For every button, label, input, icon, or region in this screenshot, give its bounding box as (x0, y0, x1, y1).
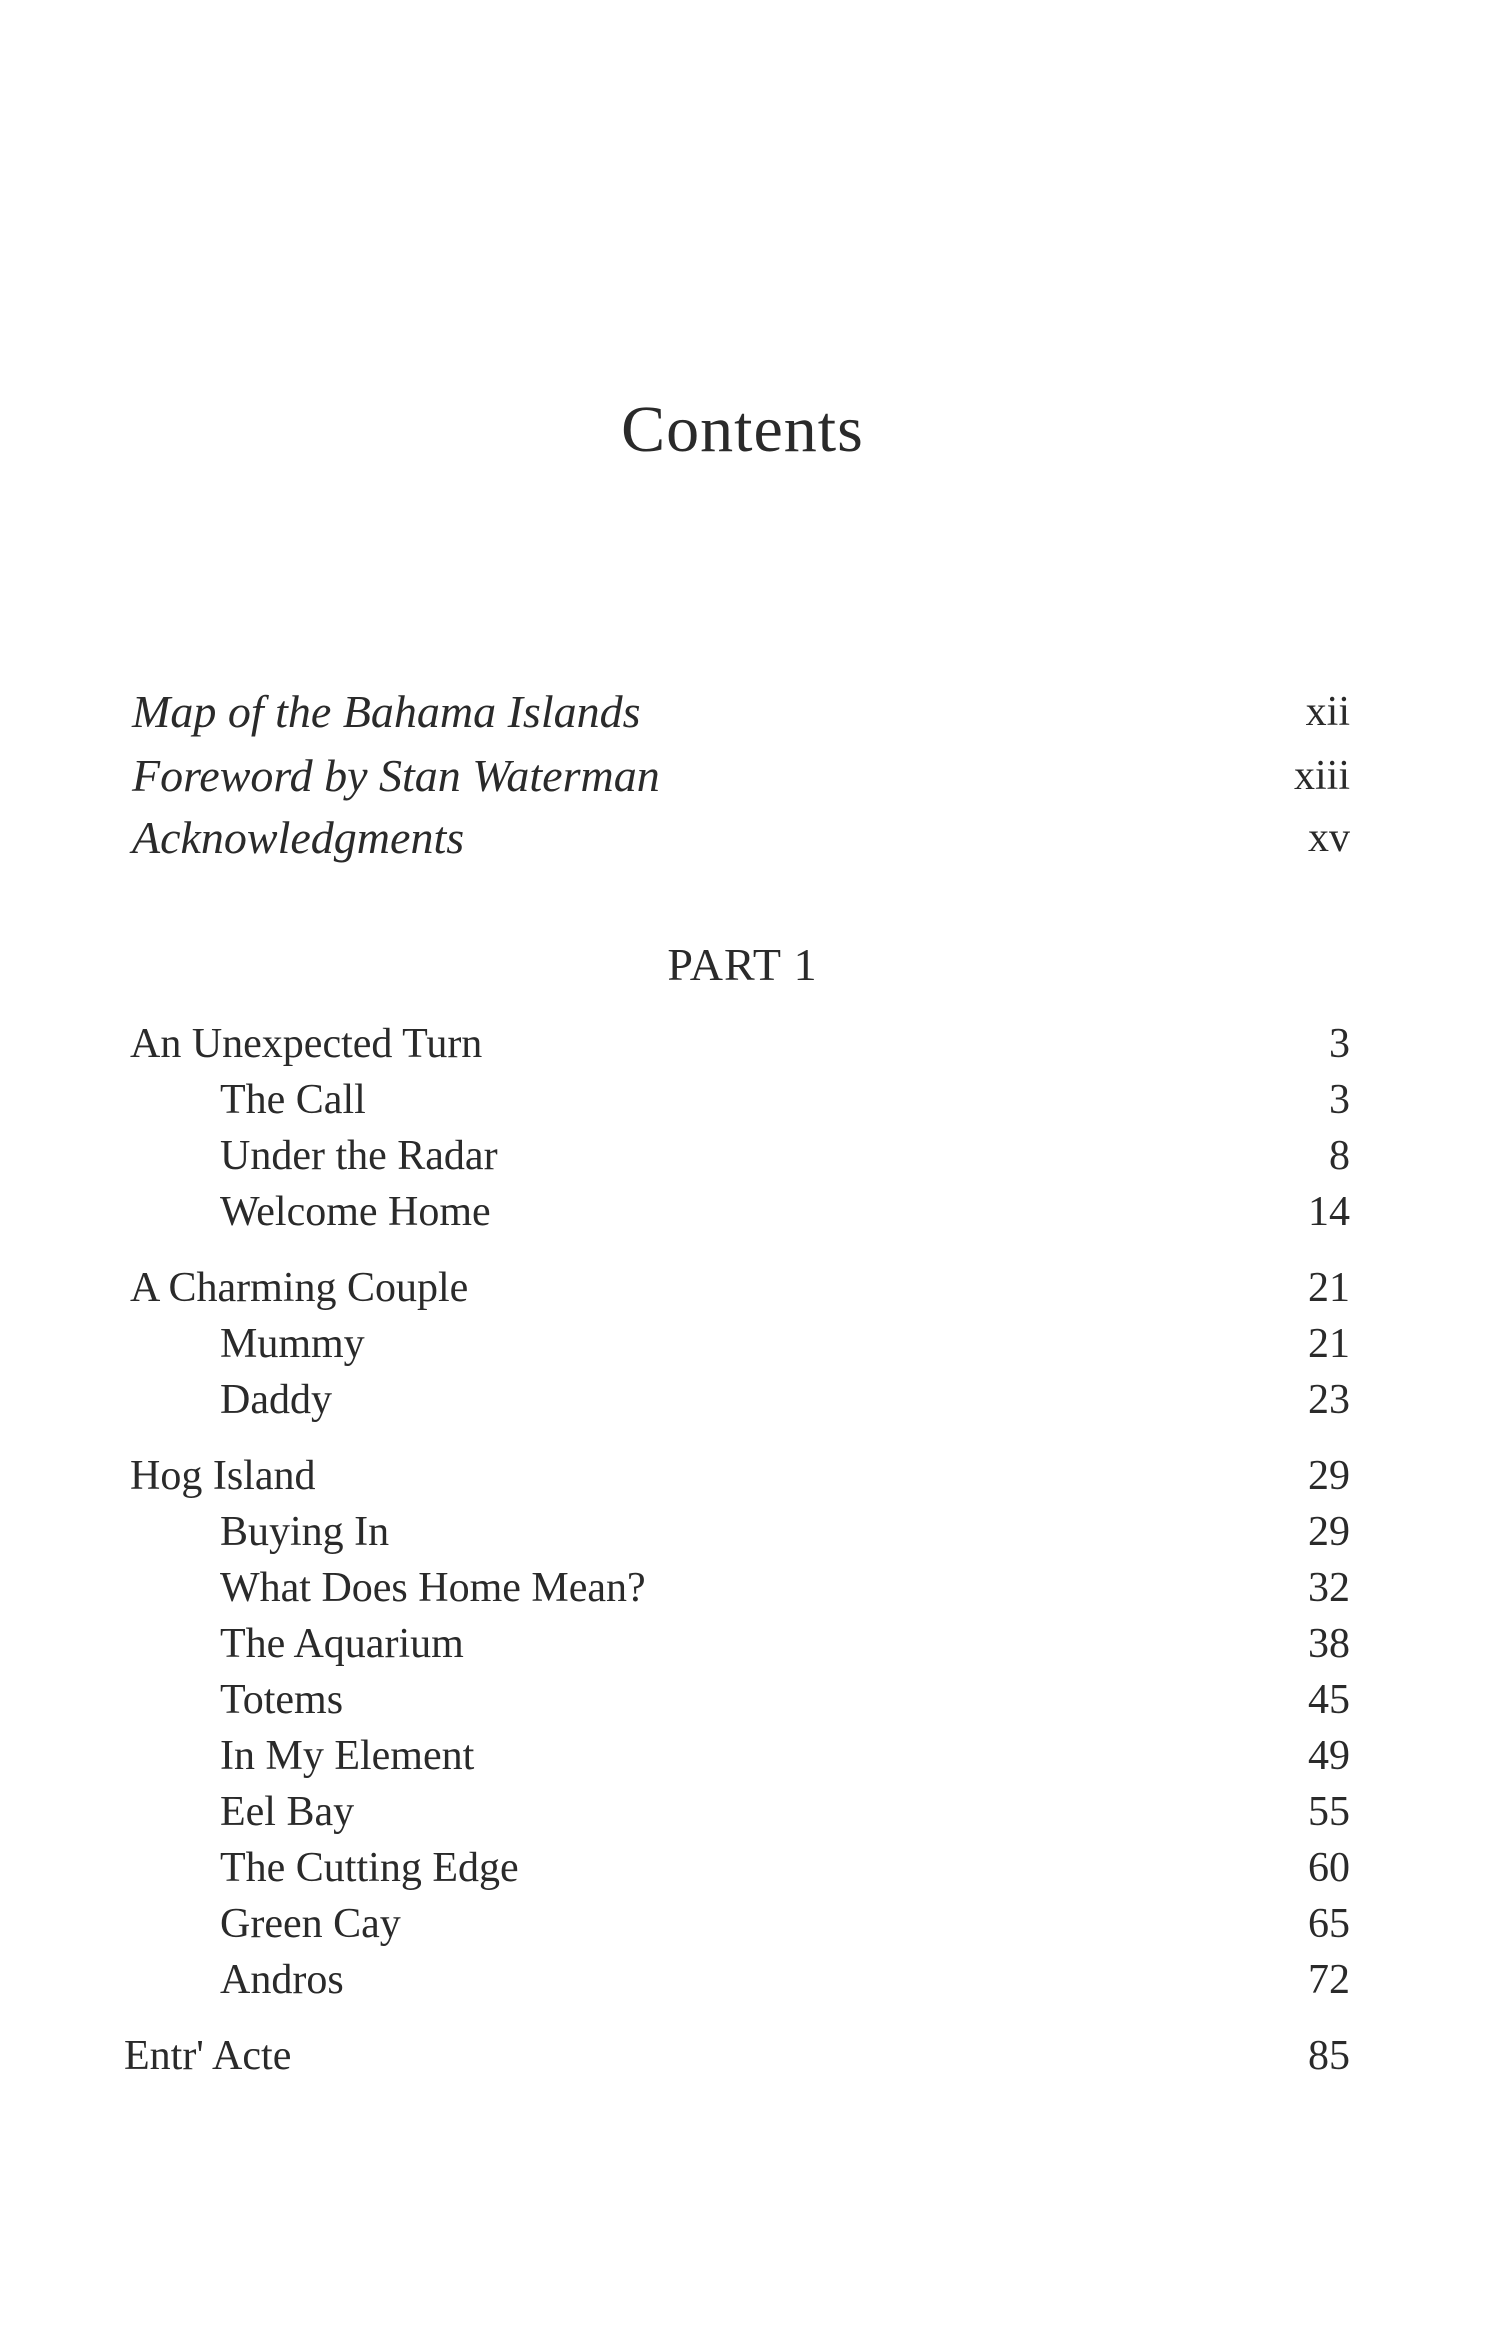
toc-front-entry (0, 748, 1500, 804)
toc-section (0, 1672, 1500, 1728)
toc-section (0, 1504, 1500, 1560)
toc-chapter (0, 2028, 1500, 2084)
toc-entry-title: The Cutting Edge (220, 1845, 519, 1891)
toc-entry-title: The Call (220, 1077, 366, 1123)
toc-front-entry (0, 684, 1500, 740)
toc-entry-page: xiii (1293, 753, 1350, 799)
toc-entry-title: A Charming Couple (130, 1265, 469, 1311)
toc-section (0, 1840, 1500, 1896)
toc-section (0, 1784, 1500, 1840)
toc-entry-title: Andros (220, 1957, 344, 2003)
toc-entry-page: 3 (1329, 1021, 1350, 1067)
toc-entry-page: xv (1308, 815, 1350, 861)
toc-entry-page: 60 (1308, 1845, 1350, 1891)
toc-front-entry (0, 810, 1500, 866)
toc-entry-title: Hog Island (130, 1453, 316, 1499)
toc-section (0, 1128, 1500, 1184)
toc-entry-page: 21 (1308, 1265, 1350, 1311)
toc-entry-title: Foreword by Stan Waterman (132, 750, 660, 801)
toc-entry-title: The Aquarium (220, 1621, 464, 1667)
toc-entry-title: Entr' Acte (124, 2033, 292, 2079)
toc-entry-title: Under the Radar (220, 1133, 498, 1179)
toc-entry-title: Green Cay (220, 1901, 401, 1947)
toc-entry-page: 23 (1308, 1377, 1350, 1423)
toc-entry-page: 49 (1308, 1733, 1350, 1779)
toc-entry-title: Welcome Home (220, 1189, 491, 1235)
toc-entry-page: 85 (1308, 2033, 1350, 2079)
toc-entry-page: 45 (1308, 1677, 1350, 1723)
toc-section (0, 1952, 1500, 2008)
toc-entry-page: 29 (1308, 1453, 1350, 1499)
toc-entry-page: 21 (1308, 1321, 1350, 1367)
toc-entry-page: xii (1305, 689, 1350, 735)
toc-entry-title: Buying In (220, 1509, 390, 1555)
toc-entry-title: An Unexpected Turn (130, 1021, 483, 1067)
toc-entry-title: Totems (220, 1677, 344, 1723)
toc-entry-title: Map of the Bahama Islands (132, 686, 641, 737)
toc-entry-page: 55 (1308, 1789, 1350, 1835)
toc-section (0, 1072, 1500, 1128)
toc-section (0, 1372, 1500, 1428)
part-heading: PART 1 (667, 939, 818, 990)
toc-entry-page: 38 (1308, 1621, 1350, 1667)
toc-chapter (0, 1016, 1500, 1072)
toc-section (0, 1616, 1500, 1672)
toc-entry-title: What Does Home Mean? (220, 1565, 646, 1611)
toc-entry-page: 65 (1308, 1901, 1350, 1947)
toc-entry-title: Mummy (220, 1321, 365, 1367)
toc-section (0, 1316, 1500, 1372)
toc-entry-title: Daddy (220, 1377, 332, 1423)
toc-entry-page: 72 (1308, 1957, 1350, 2003)
toc-section (0, 1728, 1500, 1784)
toc-entry-page: 8 (1329, 1133, 1350, 1179)
toc-entry-page: 14 (1308, 1189, 1350, 1235)
toc-entry-page: 32 (1308, 1565, 1350, 1611)
toc-section (0, 1184, 1500, 1240)
page-title: Contents (621, 393, 864, 466)
toc-section (0, 1896, 1500, 1952)
toc-entry-title: In My Element (220, 1733, 475, 1779)
toc-entry-title: Acknowledgments (132, 812, 465, 863)
toc-entry-page: 3 (1329, 1077, 1350, 1123)
toc-section (0, 1560, 1500, 1616)
toc-chapter (0, 1448, 1500, 1504)
toc-chapter (0, 1260, 1500, 1316)
toc-entry-page: 29 (1308, 1509, 1350, 1555)
toc-entry-title: Eel Bay (220, 1789, 355, 1835)
